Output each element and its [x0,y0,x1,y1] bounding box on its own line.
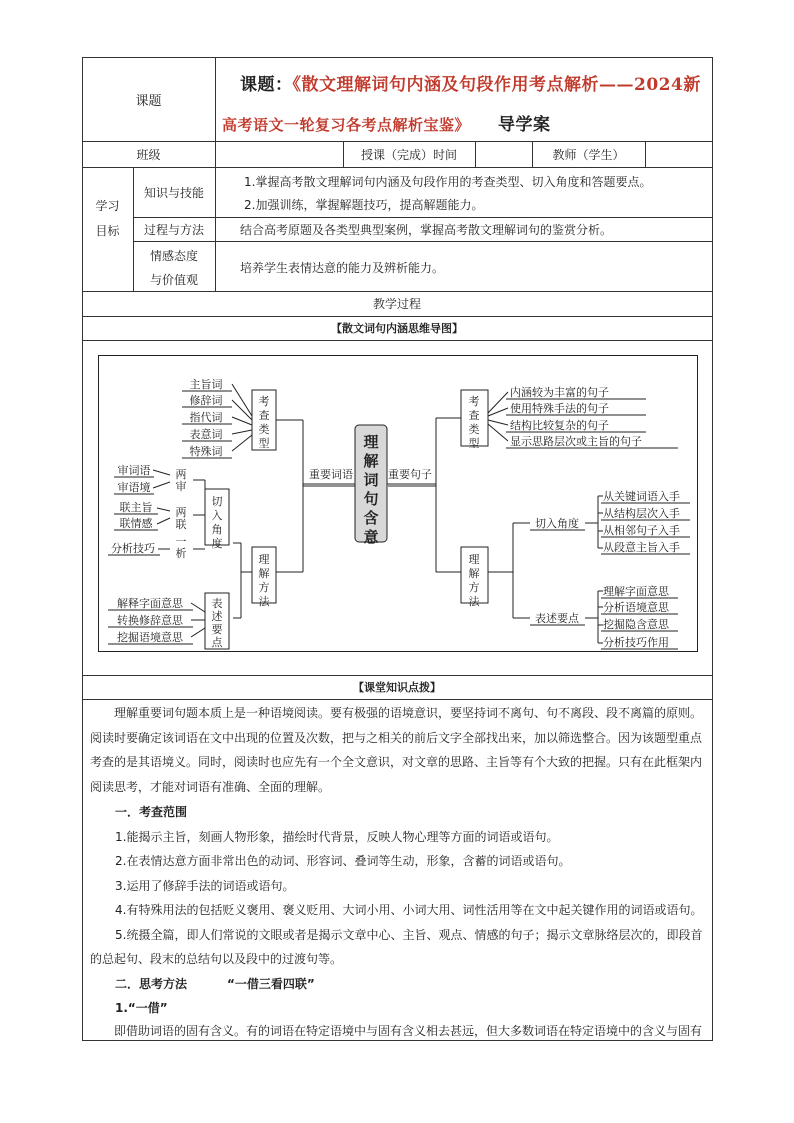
left-kaocha-item-2: 指代词 [189,411,223,424]
knowledge-title: 【课堂知识点拨】 [353,681,441,694]
objective-text-knowledge-2: 2.加强训练，掌握解题技巧，提高解题能力。 [244,197,484,212]
col-divider [215,167,216,291]
row-divider [82,340,713,341]
title-red-part-1: 《散文理解词句内涵及句段作用考点解析——2024新 [292,75,701,95]
right-kaocha-item-1: 使用特殊手法的句子 [510,402,609,415]
page-title-line-2 [222,110,702,135]
right-qieru-item-1: 从结构层次入手 [603,507,680,520]
scope-item-5: 5.统摄全篇，即人们常说的文眼或者是揭示文章中心、主旨、观点、情感的句子；揭示文章脉络层次的，即段首 [115,928,703,942]
scope-item-5-cont: 的总起句、段末的总结句以及段中的过渡句等。 [90,952,343,966]
right-kaocha-item-2: 结构比较复杂的句子 [510,419,609,432]
method-slogan: “一借三看四联” [227,977,315,991]
qieru-tag-liangshen: 两审 [175,468,187,493]
method-sub: 1.“一借” [115,1001,168,1015]
right-qieru-item-0: 从关键词语入手 [603,490,680,503]
table-bottom-border [82,1040,713,1041]
left-kaocha-item-1: 修辞词 [189,394,223,407]
right-biaoshu-item-0: 理解字面意思 [603,585,669,598]
left-biaoshu-item-0: 解释字面意思 [117,597,183,610]
left-biaoshu-label: 表述要点 [211,597,223,649]
objective-text-knowledge-1: 1.掌握高考散文理解词句内涵及句段作用的考查类型、切入角度和答题要点。 [244,174,652,189]
objective-text-process: 结合高考原题及各类型典型案例，掌握高考散文理解词句的鉴赏分析。 [240,222,613,237]
right-kaocha-label: 考查类型 [468,395,480,450]
row-divider [82,699,713,700]
intro-line-2: 阅读时要确定该词语在文中出现的位置及次数，把与之相关的前后文字全部找出来，加以筛选整合。因为该题型重点 [90,731,703,745]
left-kaocha-item-4: 特殊词 [189,445,223,458]
scope-item-2: 2.在表情达意方面非常出色的动词、形容词、叠词等生动，形象，含蓄的词语或语句。 [115,854,571,868]
left-kaocha-item-3: 表意词 [189,428,223,441]
scope-item-4: 4.有特殊用法的包括贬义褒用、褒义贬用、大词小用、小词大用、词性活用等在文中起关键作用的词语或语句。 [115,903,703,917]
objective-name-process: 过程与方法 [143,222,204,237]
page-title [240,70,710,95]
right-qieru-item-3: 从段意主旨入手 [603,541,680,554]
left-qieru-item-4: 分析技巧 [111,542,155,555]
objective-name-emotion-2: 与价值观 [149,272,198,287]
left-biaoshu-item-2: 挖掘语境意思 [117,631,183,644]
teacher-value[interactable] [645,141,712,167]
intro-line-1: 理解重要词句题本质上是一种语境阅读。要有极强的语境意识，要坚持词不离句、句不离段、段不离篇的原则。 [114,706,703,720]
right-qieru-label: 切入角度 [535,517,579,530]
left-branch-label: 重要词语 [309,468,353,481]
right-kaocha-item-3: 显示思路层次或主旨的句子 [510,435,642,448]
title-prefix: 课题： [240,75,293,95]
scope-heading: 一．考查范围 [115,805,188,819]
title-red-part-2: 高考语文一轮复习各考点解析宝鉴》 [222,116,471,134]
left-qieru-item-0: 审词语 [117,464,151,477]
left-lijie-label: 理解方法 [258,553,270,608]
time-value[interactable] [475,141,532,167]
method-text: 即借助词语的固有含义。有的词语在特定语境中与固有含义相去甚远，但大多数词语在特定语境中的含义与固有 [114,1024,703,1038]
right-kaocha-item-0: 内涵较为丰富的句子 [510,386,609,399]
left-kaocha-item-0: 主旨词 [189,378,223,391]
objective-name-knowledge: 知识与技能 [143,185,204,200]
qieru-tag-yixi: 一析 [175,535,187,560]
time-label: 授课（完成）时间 [360,147,457,162]
intro-line-3: 考查的是其语境义。同时，阅读时也应先有一个全文意识，对文章的思路、主旨等有个大致的把握。只有在此框架内 [90,755,703,769]
right-biaoshu-label: 表述要点 [535,612,579,625]
left-qieru-item-1: 审语境 [117,481,151,494]
right-biaoshu-item-1: 分析语境意思 [603,601,669,614]
right-biaoshu-item-2: 挖掘隐含意思 [603,618,669,631]
left-qieru-item-3: 联情感 [119,517,153,530]
right-biaoshu-item-3: 分析技巧作用 [603,636,669,649]
mindmap-title: 【散文词句内涵思维导图】 [331,322,463,335]
teacher-label: 教师（学生） [552,147,625,162]
objectives-label-2: 目标 [95,223,120,238]
class-value[interactable] [215,141,343,167]
class-label: 班级 [136,147,161,162]
row-divider [133,241,713,242]
left-kaocha-label: 考查类型 [258,395,270,450]
objective-text-emotion: 培养学生表情达意的能力及辨析能力。 [240,260,445,275]
right-lijie-label: 理解方法 [468,553,480,608]
title-suffix: 导学案 [498,115,551,135]
intro-line-4: 阅读思考，才能对词语有准确、全面的理解。 [90,780,331,794]
center-label: 理解词句含意 [363,433,379,546]
topic-label: 课题 [135,93,162,109]
scope-item-3: 3.运用了修辞手法的词语或语句。 [115,879,295,893]
scope-item-1: 1.能揭示主旨，刻画人物形象，描绘时代背景，反映人物心理等方面的词语或语句。 [115,830,559,844]
method-heading [115,975,735,992]
mindmap [98,355,698,653]
right-branch-label: 重要句子 [388,468,432,481]
section-title: 教学过程 [372,297,421,311]
objectives-label-1: 学习 [95,198,120,213]
left-qieru-item-2: 联主旨 [119,501,153,514]
left-biaoshu-item-1: 转换修辞意思 [117,614,183,627]
objective-name-emotion-1: 情感态度 [149,248,198,263]
right-qieru-item-2: 从相邻句子入手 [603,524,680,537]
qieru-tag-lianglian: 两联 [175,506,187,531]
left-qieru-label: 切入角度 [211,495,223,550]
method-heading-text: 二．思考方法 [115,977,188,991]
